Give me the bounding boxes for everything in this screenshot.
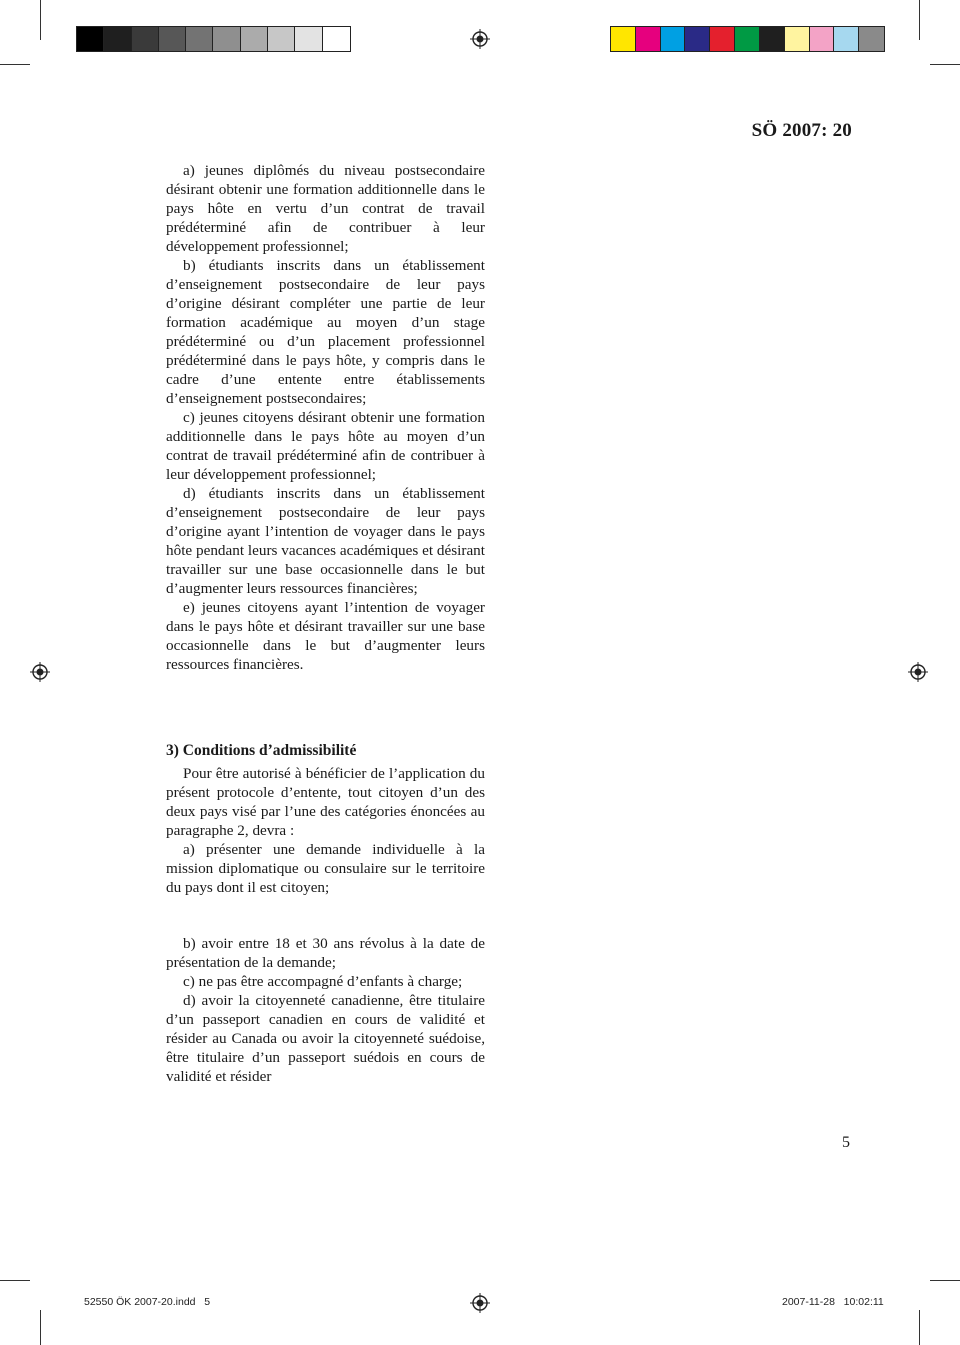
color-swatch — [661, 27, 686, 51]
paragraph: b) étudiants inscrits dans un établissement d’enseignement postsecondaire de leur pays d’origine désirant compléter une partie de leur formation académique au moyen d’un stage prédéterminé ou d’un placement professionnel prédéterminé dans le pays hôte, y compris dans le cadre d’une entente entre établissements d’enseignement postsecondaires; — [166, 257, 485, 407]
slug-timestamp: 2007-11-28 10:02:11 — [782, 1296, 884, 1308]
color-swatch — [77, 27, 104, 51]
crop-mark — [919, 1310, 920, 1345]
paragraph: Pour être autorisé à bénéficier de l’application du présent protocole d’entente, tout citoyen d’un des deux pays visé par l’une des catégories énoncées au paragraphe 2, devra : — [166, 765, 485, 839]
color-swatch — [241, 27, 268, 51]
page-number: 5 — [842, 1134, 850, 1151]
paragraph: b) avoir entre 18 et 30 ans révolus à la date de présentation de la demande; — [166, 935, 485, 971]
crop-mark — [919, 0, 920, 40]
paragraph: d) étudiants inscrits dans un établissement d’enseignement postsecondaire de leur pays d’origine ayant l’intention de voyager dans le pays hôte pendant leurs vacances académiques et désirant travailler sur une base occasionnelle dans le but d’augmenter leurs ressources financières; — [166, 485, 485, 597]
paragraph: d) avoir la citoyenneté canadienne, être titulaire d’un passeport canadien en cours de validité et résider au Canada ou avoir la citoyenneté suédoise, être titulaire d’un passeport suédois en cours de validité et résider — [166, 992, 485, 1085]
crop-mark — [40, 1310, 41, 1345]
text-column-bottom — [166, 934, 485, 1086]
text-column-top — [166, 161, 485, 674]
color-swatch — [760, 27, 785, 51]
paragraph: a) présenter une demande individuelle à la mission diplomatique ou consulaire sur le territoire du pays dont il est citoyen; — [166, 841, 485, 896]
color-swatch — [810, 27, 835, 51]
slug-filename: 52550 ÖK 2007-20.indd 5 — [84, 1296, 211, 1308]
text-column-section — [166, 741, 485, 897]
section-heading: 3) Conditions d’admissibilité — [166, 742, 357, 759]
color-swatch — [685, 27, 710, 51]
color-swatch — [636, 27, 661, 51]
registration-mark-icon — [908, 662, 928, 682]
color-swatch — [159, 27, 186, 51]
color-swatch — [785, 27, 810, 51]
color-bar — [610, 26, 885, 52]
color-swatch — [859, 27, 884, 51]
paragraph: e) jeunes citoyens ayant l’intention de voyager dans le pays hôte et désirant travailler sur une base occasionnelle dans le but d’augmenter leurs ressources financières. — [166, 599, 485, 673]
crop-mark — [40, 0, 41, 40]
document-code: SÖ 2007: 20 — [751, 120, 852, 141]
color-swatch — [323, 27, 350, 51]
registration-mark-icon — [470, 1293, 490, 1313]
crop-mark — [930, 1280, 960, 1281]
grayscale-bar — [76, 26, 351, 52]
color-swatch — [268, 27, 295, 51]
crop-mark — [0, 64, 30, 65]
color-swatch — [611, 27, 636, 51]
paragraph: c) jeunes citoyens désirant obtenir une formation additionnelle dans le pays hôte au moyen d’un contrat de travail prédéterminé afin de contribuer à leur développement professionnel; — [166, 409, 485, 483]
color-swatch — [186, 27, 213, 51]
color-swatch — [213, 27, 240, 51]
color-swatch — [132, 27, 159, 51]
crop-mark — [930, 64, 960, 65]
registration-mark-icon — [30, 662, 50, 682]
crop-mark — [0, 1280, 30, 1281]
paragraph: a) jeunes diplômés du niveau postsecondaire désirant obtenir une formation additionnelle dans le pays hôte en vertu d’un contrat de travail prédéterminé afin de contribuer à leur développement professionnel; — [166, 162, 485, 255]
paragraph: c) ne pas être accompagné d’enfants à charge; — [183, 973, 463, 990]
color-swatch — [834, 27, 859, 51]
color-swatch — [710, 27, 735, 51]
registration-mark-icon — [470, 29, 490, 49]
color-swatch — [104, 27, 131, 51]
color-swatch — [295, 27, 322, 51]
color-swatch — [735, 27, 760, 51]
